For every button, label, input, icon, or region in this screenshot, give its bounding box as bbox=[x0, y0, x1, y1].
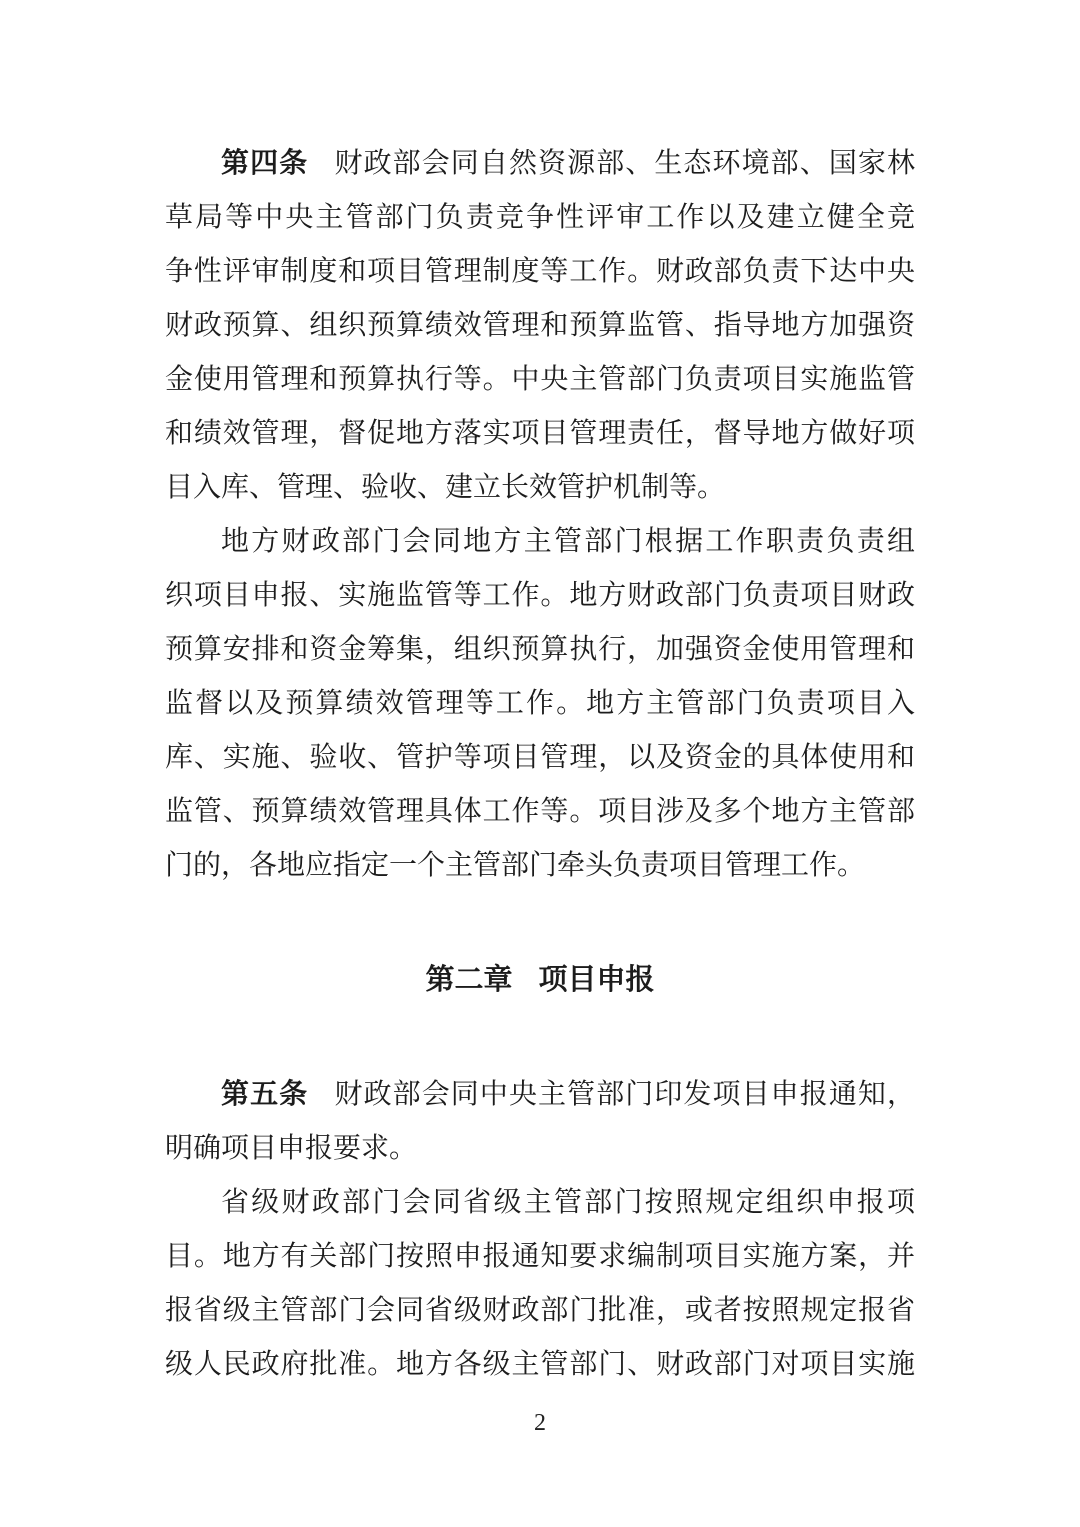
chapter-title: 项目申报 bbox=[538, 964, 655, 996]
text-line: 监督以及预算绩效管理等工作。地方主管部门负责项目入 bbox=[165, 688, 915, 719]
text-line: 省级财政部门会同省级主管部门按照规定组织申报项 bbox=[221, 1187, 915, 1218]
local-departments-paragraph bbox=[165, 515, 915, 893]
text-line: 门的，各地应指定一个主管部门牵头负责项目管理工作。 bbox=[165, 850, 866, 881]
text-line: 争性评审制度和项目管理制度等工作。财政部负责下达中央 bbox=[165, 256, 915, 287]
text-line-content: 财政部会同中央主管部门印发项目申报通知， bbox=[333, 1079, 915, 1110]
text-line: 目入库、管理、验收、建立长效管护机制等。 bbox=[165, 472, 726, 503]
text-line bbox=[165, 136, 915, 191]
text-line: 明确项目申报要求。 bbox=[165, 1133, 418, 1164]
text-line: 预算安排和资金筹集，组织预算执行，加强资金使用管理和 bbox=[165, 634, 915, 665]
text-line: 报省级主管部门会同省级财政部门批准，或者按照规定报省 bbox=[165, 1295, 915, 1326]
text-line: 织项目申报、实施监管等工作。地方财政部门负责项目财政 bbox=[165, 580, 915, 611]
page-number-footer: 2 bbox=[534, 1410, 546, 1436]
article-5-paragraph bbox=[165, 1067, 915, 1176]
chapter-heading bbox=[165, 953, 915, 1007]
text-line: 金使用管理和预算执行等。中央主管部门负责项目实施监管 bbox=[165, 364, 915, 395]
article-number-label: 第五条 bbox=[221, 1078, 309, 1109]
article-number-label: 第四条 bbox=[221, 147, 309, 178]
document-body bbox=[165, 136, 915, 1392]
text-line: 财政预算、组织预算绩效管理和预算监管、指导地方加强资 bbox=[165, 310, 915, 341]
text-line: 和绩效管理，督促地方落实项目管理责任，督导地方做好项 bbox=[165, 418, 915, 449]
article-4-paragraph bbox=[165, 136, 915, 515]
text-line: 地方财政部门会同地方主管部门根据工作职责负责组 bbox=[221, 526, 915, 557]
text-line-content: 财政部会同自然资源部、生态环境部、国家林 bbox=[333, 148, 915, 179]
chapter-number: 第二章 bbox=[425, 964, 513, 996]
text-line: 目。地方有关部门按照申报通知要求编制项目实施方案，并 bbox=[165, 1241, 915, 1272]
text-line: 级人民政府批准。地方各级主管部门、财政部门对项目实施 bbox=[165, 1349, 915, 1380]
text-line: 草局等中央主管部门负责竞争性评审工作以及建立健全竞 bbox=[165, 202, 915, 233]
text-line: 监管、预算绩效管理具体工作等。项目涉及多个地方主管部 bbox=[165, 796, 915, 827]
text-line: 库、实施、验收、管护等项目管理，以及资金的具体使用和 bbox=[165, 742, 915, 773]
provincial-application-paragraph bbox=[165, 1176, 915, 1392]
text-line bbox=[165, 1067, 915, 1122]
